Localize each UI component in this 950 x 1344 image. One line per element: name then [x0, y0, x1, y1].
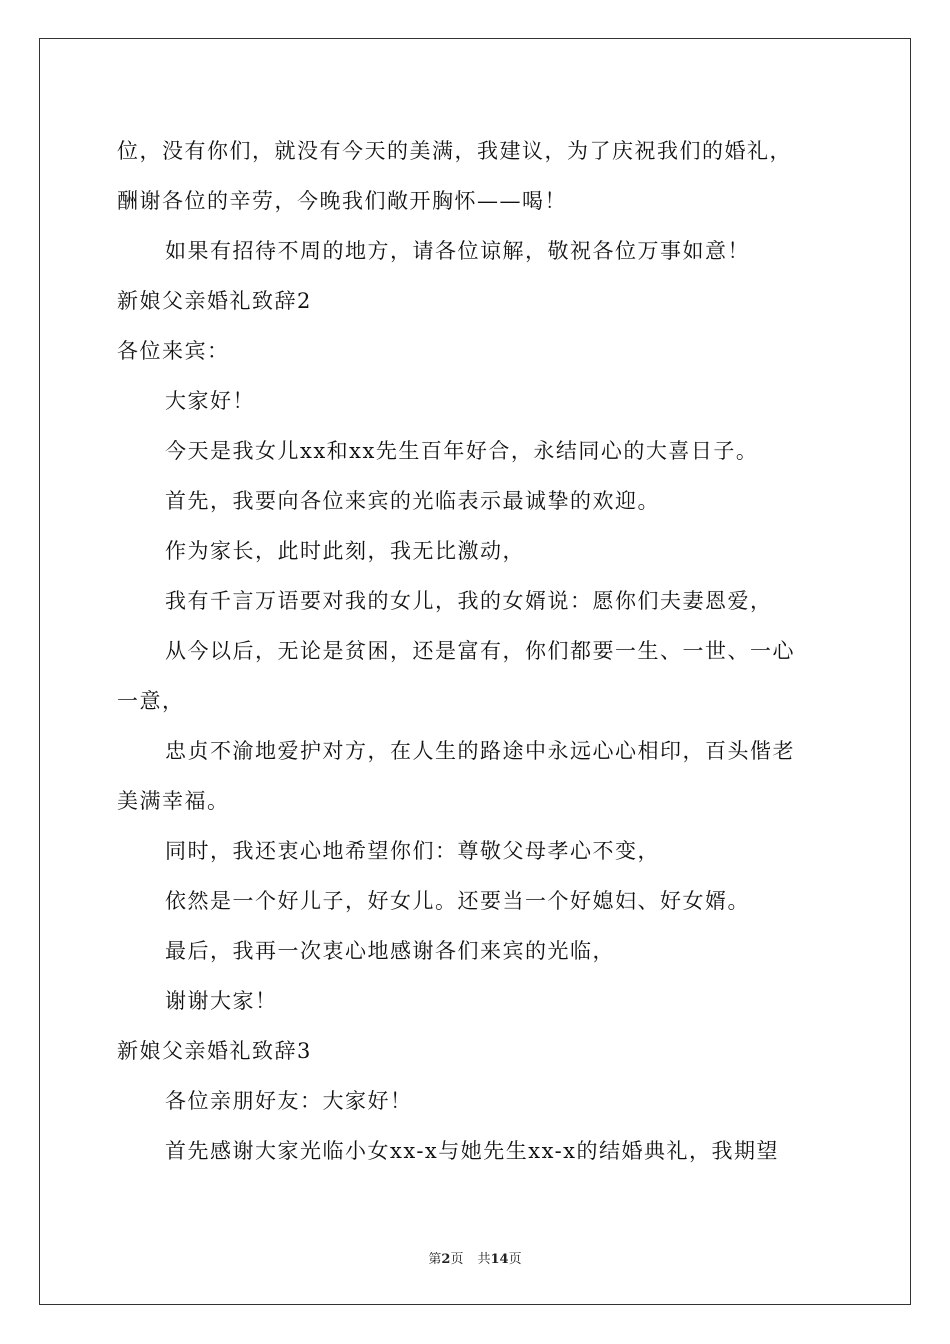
text-line: 新娘父亲婚礼致辞2	[117, 289, 312, 313]
text-line: 我有千言万语要对我的女儿，我的女婿说：愿你们夫妻恩爱，	[165, 589, 773, 613]
text-line: 酬谢各位的辛劳，今晚我们敞开胸怀——喝！	[117, 189, 567, 213]
text-line: 位，没有你们，就没有今天的美满，我建议，为了庆祝我们的婚礼，	[117, 139, 792, 163]
document-body	[117, 126, 837, 1176]
text-line: 同时，我还衷心地希望你们：尊敬父母孝心不变，	[165, 839, 660, 863]
text-line: 今天是我女儿xx和xx先生百年好合，永结同心的大喜日子。	[165, 439, 759, 463]
text-line: 谢谢大家！	[165, 989, 278, 1013]
page-number: 2	[441, 1252, 451, 1267]
text-line: 大家好！	[165, 389, 255, 413]
page-footer	[0, 1248, 950, 1267]
total-suffix: 页	[508, 1252, 522, 1267]
text-line: 作为家长，此时此刻，我无比激动，	[165, 539, 525, 563]
page-suffix: 页	[450, 1252, 464, 1267]
text-line: 美满幸福。	[117, 789, 230, 813]
total-prefix: 共	[477, 1252, 491, 1267]
text-line: 各位亲朋好友：大家好！	[165, 1089, 413, 1113]
text-line: 一意，	[117, 689, 185, 713]
text-line: 从今以后，无论是贫困，还是富有，你们都要一生、一世、一心	[165, 639, 795, 663]
total-pages: 14	[490, 1252, 509, 1267]
text-line: 首先感谢大家光临小女xx-x与她先生xx-x的结婚典礼，我期望	[165, 1139, 780, 1163]
text-line: 新娘父亲婚礼致辞3	[117, 1039, 312, 1063]
page-prefix: 第	[428, 1252, 442, 1267]
text-line: 忠贞不渝地爱护对方，在人生的路途中永远心心相印，百头偕老	[165, 739, 795, 763]
text-line: 首先，我要向各位来宾的光临表示最诚挚的欢迎。	[165, 489, 660, 513]
text-line: 如果有招待不周的地方，请各位谅解，敬祝各位万事如意！	[165, 239, 750, 263]
text-line: 各位来宾：	[117, 339, 230, 363]
text-line: 最后，我再一次衷心地感谢各们来宾的光临，	[165, 939, 615, 963]
text-line: 依然是一个好儿子，好女儿。还要当一个好媳妇、好女婿。	[165, 889, 750, 913]
